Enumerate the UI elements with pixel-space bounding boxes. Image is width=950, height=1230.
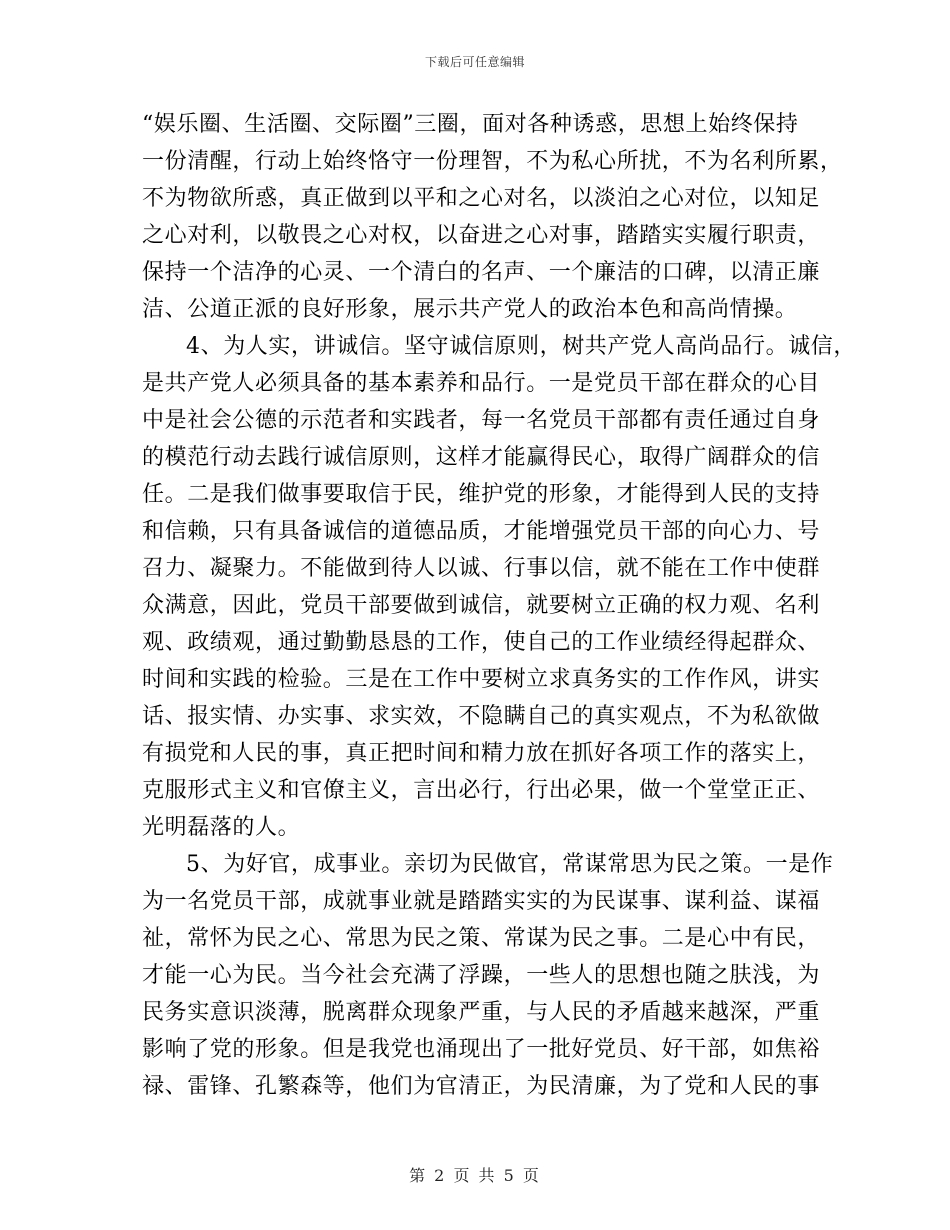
text-line: 众满意，因此，党员干部要做到诚信，就要树立正确的权力观、名利 [142, 593, 821, 618]
text-line: 保持一个洁净的心灵、一个清白的名声、一个廉洁的口碑，以清正廉 [142, 260, 821, 285]
text-line: 光明磊落的人。 [142, 815, 301, 840]
text-line: 影响了党的形象。但是我党也涌现出了一批好党员、好干部，如焦裕 [142, 1037, 821, 1062]
document-body [142, 106, 856, 1105]
text-line: 之心对利，以敬畏之心对权，以奋进之心对事，踏踏实实履行职责， [142, 223, 821, 248]
text-line: 话、报实情、办实事、求实效，不隐瞒自己的真实观点，不为私欲做 [142, 704, 821, 729]
text-line: 有损党和人民的事，真正把时间和精力放在抓好各项工作的落实上， [142, 741, 821, 766]
text-line: 才能一心为民。当今社会充满了浮躁，一些人的思想也随之肤浅，为 [142, 963, 821, 988]
text-line: 洁、公道正派的良好形象，展示共产党人的政治本色和高尚情操。 [142, 297, 798, 322]
text-line: “娱乐圈、生活圈、交际圈”三圈，面对各种诱惑，思想上始终保持 [142, 112, 799, 137]
text-line: 民务实意识淡薄，脱离群众现象严重，与人民的矛盾越来越深，严重 [142, 1000, 821, 1025]
text-line: 祉，常怀为民之心、常思为民之策、常谋为民之事。二是心中有民， [142, 926, 821, 951]
text-line: 观、政绩观，通过勤勤恳恳的工作，使自己的工作业绩经得起群众、 [142, 630, 821, 655]
text-line: 和信赖，只有具备诚信的道德品质，才能增强党员干部的向心力、号 [142, 519, 821, 544]
paragraph-start-line: 5、为好官，成事业。亲切为民做官，常谋常思为民之策。一是作 [186, 852, 834, 877]
paragraph-start-line: 4、为人实，讲诚信。坚守诚信原则，树共产党人高尚品行。诚信， [186, 334, 856, 359]
text-line: 中是社会公德的示范者和实践者，每一名党员干部都有责任通过自身 [142, 408, 821, 433]
text-line: 召力、凝聚力。不能做到待人以诚、行事以信，就不能在工作中使群 [142, 556, 821, 581]
text-line: 禄、雷锋、孔繁森等，他们为官清正，为民清廉，为了党和人民的事 [142, 1074, 821, 1099]
text-line: 为一名党员干部，成就事业就是踏踏实实的为民谋事、谋利益、谋福 [142, 889, 821, 914]
text-line: 时间和实践的检验。三是在工作中要树立求真务实的工作作风，讲实 [142, 667, 821, 692]
text-line: 不为物欲所惑，真正做到以平和之心对名，以淡泊之心对位，以知足 [142, 186, 821, 211]
text-line: 是共产党人必须具备的基本素养和品行。一是党员干部在群众的心目 [142, 371, 821, 396]
text-line: 的模范行动去践行诚信原则，这样才能赢得民心，取得广阔群众的信 [142, 445, 821, 470]
page-header: 下载后可任意编辑 [424, 55, 525, 69]
page-footer: 第 2 页 共 5 页 [409, 1166, 541, 1185]
text-line: 克服形式主义和官僚主义，言出必行，行出必果，做一个堂堂正正、 [142, 778, 821, 803]
text-line: 任。二是我们做事要取信于民，维护党的形象，才能得到人民的支持 [142, 482, 821, 507]
text-line: 一份清醒，行动上始终恪守一份理智，不为私心所扰，不为名利所累， [142, 149, 843, 174]
